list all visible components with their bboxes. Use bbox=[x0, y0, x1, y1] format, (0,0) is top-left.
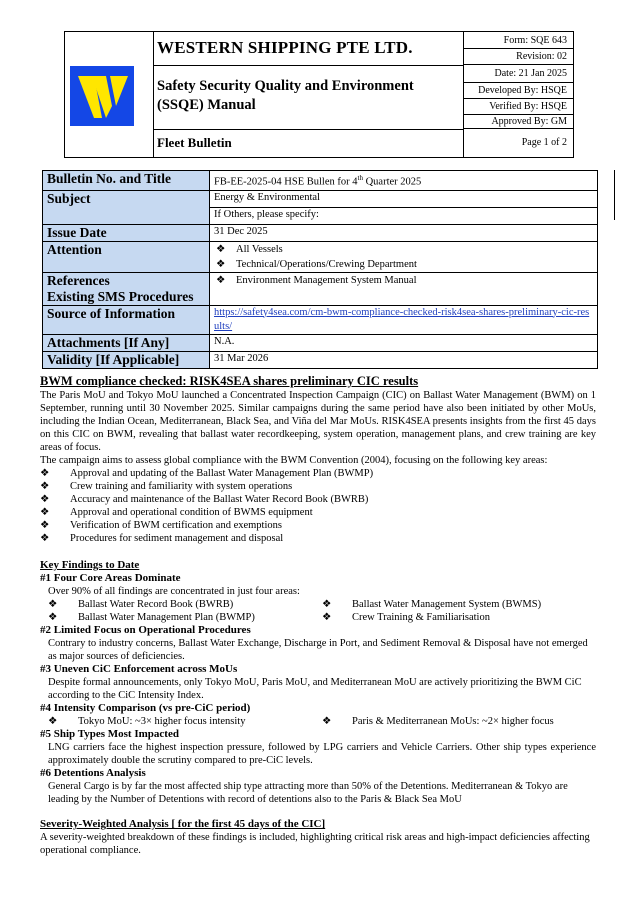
row-references bbox=[43, 272, 598, 305]
list-item bbox=[48, 611, 322, 624]
bullet-icon: ❖ bbox=[322, 612, 332, 623]
row-issue-date bbox=[43, 224, 598, 241]
bulletin-value bbox=[210, 171, 598, 191]
severity-text: A severity-weighted breakdown of these findings is included, highlighting critical risk areas and high-impact deficiencies affecting operational compliance. bbox=[40, 832, 590, 856]
verified-by: Verified By: HSQE bbox=[463, 99, 573, 115]
reference-item: Environment Management System Manual bbox=[236, 274, 417, 286]
finding-5-title: #5 Ship Types Most Impacted bbox=[40, 728, 179, 740]
finding-2-text: Contrary to industry concerns, Ballast Water Exchange, Discharge in Port, and Sediment Removal & Disposal have not emerged as major sources of deficiencies. bbox=[48, 638, 588, 662]
bullet-icon: ❖ bbox=[40, 533, 50, 544]
form-number: Form: SQE 643 bbox=[463, 32, 573, 49]
references-list bbox=[210, 272, 598, 305]
key-area-text: Approval and updating of the Ballast Water Management Plan (BWMP) bbox=[70, 468, 374, 479]
references-label-line2: Existing SMS Procedures bbox=[47, 288, 194, 304]
w-logo-icon bbox=[70, 66, 134, 126]
finding-2-title: #2 Limited Focus on Operational Procedures bbox=[40, 624, 251, 636]
attention-list bbox=[210, 241, 598, 272]
source-link[interactable]: https://safety4sea.com/cm-bwm-compliance-checked-risk4sea-shares-preliminary-cic-results/ bbox=[214, 306, 590, 332]
ordinal-suffix: th bbox=[357, 174, 363, 182]
issue-date-value: 31 Dec 2025 bbox=[210, 224, 598, 241]
document-meta bbox=[463, 32, 573, 157]
list-item bbox=[322, 611, 596, 624]
list-item bbox=[322, 598, 596, 611]
row-attachments bbox=[43, 334, 598, 351]
finding-3-title: #3 Uneven CiC Enforcement across MoUs bbox=[40, 663, 238, 675]
bullet-icon: ❖ bbox=[322, 716, 332, 727]
list-item bbox=[48, 715, 322, 728]
bullet-icon: ❖ bbox=[216, 258, 226, 270]
validity-value: 31 Mar 2026 bbox=[210, 351, 598, 368]
attachments-value: N.A. bbox=[210, 334, 598, 351]
campaign-line: The campaign aims to assess global compliance with the BWM Convention (2004), focusing on the following key areas: bbox=[40, 455, 548, 466]
company-name: WESTERN SHIPPING PTE LTD. bbox=[157, 38, 413, 57]
key-area-text: Procedures for sediment management and disposal bbox=[70, 533, 284, 544]
margin-change-bar bbox=[614, 170, 615, 220]
header-titles bbox=[153, 32, 464, 157]
bulletin-body bbox=[40, 374, 596, 857]
bullet-icon: ❖ bbox=[40, 520, 50, 531]
finding-item: Ballast Water Record Book (BWRB) bbox=[78, 599, 234, 610]
subject-label: Subject bbox=[43, 190, 210, 224]
bulletin-info-table bbox=[42, 170, 598, 369]
row-attention bbox=[43, 241, 598, 272]
finding-item: Paris & Mediterranean MoUs: ~2× higher focus bbox=[352, 716, 554, 727]
finding-5-text: LNG carriers face the highest inspection pressure, followed by LPG carriers and Vehicle Carriers. Other ship types experience approximately double the scrutiny compared to pre-CiC levels. bbox=[48, 742, 596, 766]
list-item bbox=[48, 598, 322, 611]
finding-item: Tokyo MoU: ~3× higher focus intensity bbox=[78, 716, 246, 727]
doc-date: Date: 21 Jan 2025 bbox=[463, 65, 573, 83]
row-bulletin bbox=[43, 171, 598, 191]
approved-by: Approved By: GM bbox=[463, 115, 573, 129]
finding-1-title: #1 Four Core Areas Dominate bbox=[40, 572, 181, 584]
finding-3-text: Despite formal announcements, only Tokyo MoU, Paris MoU, and Mediterranean MoU are actively prioritizing the BWM CiC according to the CiC Intensity Index. bbox=[48, 677, 582, 701]
finding-item: Crew Training & Familiarisation bbox=[352, 612, 490, 623]
row-source bbox=[43, 305, 598, 334]
key-findings-title: Key Findings to Date bbox=[40, 559, 140, 571]
finding-1-list-row2 bbox=[40, 611, 596, 624]
attachments-label: Attachments [If Any] bbox=[43, 334, 210, 351]
bullet-icon: ❖ bbox=[48, 716, 58, 727]
bullet-icon: ❖ bbox=[40, 468, 50, 479]
finding-1-text: Over 90% of all findings are concentrated in just four areas: bbox=[48, 586, 300, 597]
attention-item: Technical/Operations/Crewing Department bbox=[236, 258, 417, 270]
bullet-icon: ❖ bbox=[48, 599, 58, 610]
finding-item: Ballast Water Management Plan (BWMP) bbox=[78, 612, 255, 623]
article-title: BWM compliance checked: RISK4SEA shares preliminary CIC results bbox=[40, 374, 419, 388]
references-label-line1: References bbox=[47, 272, 110, 288]
finding-4-list bbox=[40, 715, 596, 728]
severity-title: Severity-Weighted Analysis [ for the first 45 days of the CIC] bbox=[40, 818, 326, 830]
subject-other: If Others, please specify: bbox=[210, 207, 598, 224]
list-item bbox=[40, 519, 596, 532]
key-area-text: Crew training and familiarity with system operations bbox=[70, 481, 293, 492]
attention-label: Attention bbox=[43, 241, 210, 272]
finding-6-text: General Cargo is by far the most affected ship type attracting more than 50% of the Detentions. Mediterranean & Tokyo are leading by the Number of Detentions with record of detentions also to the Paris & Black Sea MoU bbox=[48, 781, 568, 805]
issue-date-label: Issue Date bbox=[43, 224, 210, 241]
finding-6-title: #6 Detentions Analysis bbox=[40, 767, 146, 779]
row-validity bbox=[43, 351, 598, 368]
source-value bbox=[210, 305, 598, 334]
document-header bbox=[64, 31, 574, 158]
company-logo bbox=[70, 66, 134, 126]
list-item bbox=[40, 532, 596, 545]
list-item bbox=[40, 480, 596, 493]
manual-title: Safety Security Quality and Environment (SSQE) Manual bbox=[157, 78, 414, 113]
bullet-icon: ❖ bbox=[40, 494, 50, 505]
attention-item: All Vessels bbox=[236, 243, 283, 255]
logo-cell bbox=[65, 32, 154, 157]
list-item bbox=[322, 715, 596, 728]
bullet-icon: ❖ bbox=[40, 481, 50, 492]
bullet-icon: ❖ bbox=[322, 599, 332, 610]
key-area-text: Accuracy and maintenance of the Ballast Water Record Book (BWRB) bbox=[70, 494, 369, 505]
document-type: Fleet Bulletin bbox=[157, 135, 232, 150]
key-areas-list bbox=[40, 467, 596, 545]
finding-1-list bbox=[40, 598, 596, 611]
list-item bbox=[40, 506, 596, 519]
developed-by: Developed By: HSQE bbox=[463, 83, 573, 99]
bulletin-quarter: Quarter 2025 bbox=[362, 176, 422, 188]
bullet-icon: ❖ bbox=[216, 274, 226, 286]
key-area-text: Verification of BWM certification and exemptions bbox=[70, 520, 282, 531]
bullet-icon: ❖ bbox=[40, 507, 50, 518]
list-item bbox=[40, 493, 596, 506]
article-intro: The Paris MoU and Tokyo MoU launched a Concentrated Inspection Campaign (CIC) on Ballast Water Management (BWM) on 1 September, running until 30 November 2025. Similar campaigns during the same period have also been initiated by other MoUs, including the Indian Ocean, Mediterranean, Black Sea, and Viña del Mar MoUs. RISK4SEA presents insights from the first 45 days on this CIC on BWM, revealing that ballast water recordkeeping, system operation, management plans, and crew training are key areas of focus. bbox=[40, 390, 596, 453]
row-subject bbox=[43, 190, 598, 207]
revision: Revision: 02 bbox=[463, 49, 573, 65]
references-label bbox=[43, 272, 210, 305]
bullet-icon: ❖ bbox=[48, 612, 58, 623]
finding-item: Ballast Water Management System (BWMS) bbox=[352, 599, 542, 610]
subject-value: Energy & Environmental bbox=[210, 190, 598, 207]
list-item bbox=[40, 467, 596, 480]
finding-4-title: #4 Intensity Comparison (vs pre-CiC period) bbox=[40, 702, 251, 714]
source-label: Source of Information bbox=[43, 305, 210, 334]
page-number: Page 1 of 2 bbox=[521, 137, 567, 148]
validity-label: Validity [If Applicable] bbox=[43, 351, 210, 368]
bulletin-label: Bulletin No. and Title bbox=[43, 171, 210, 191]
bulletin-number: FB-EE-2025-04 HSE Bullen for 4 bbox=[214, 176, 358, 188]
key-area-text: Approval and operational condition of BWMS equipment bbox=[70, 507, 313, 518]
bullet-icon: ❖ bbox=[216, 243, 226, 255]
